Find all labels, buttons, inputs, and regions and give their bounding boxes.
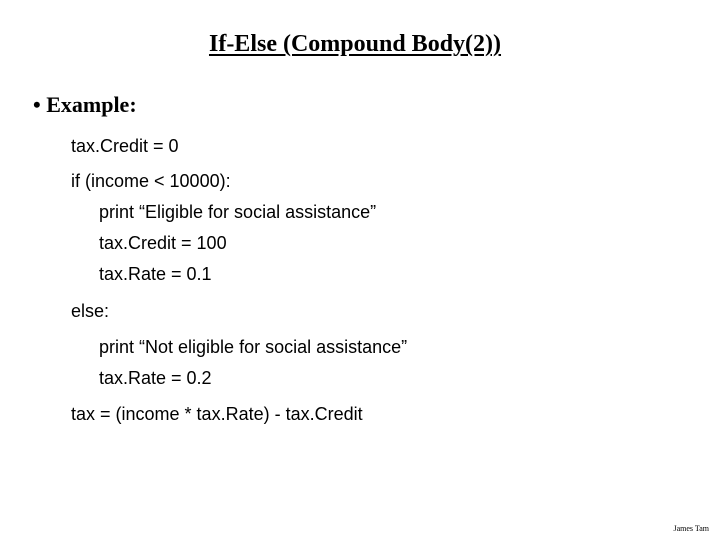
code-line: tax.Rate = 0.2 xyxy=(99,368,212,388)
code-line: tax.Credit = 100 xyxy=(99,233,227,253)
code-line: tax.Credit = 0 xyxy=(71,136,179,156)
slide-title: If-Else (Compound Body(2)) xyxy=(208,31,502,57)
code-line: print “Eligible for social assistance” xyxy=(99,202,377,222)
code-line: if (income < 10000): xyxy=(71,171,231,191)
code-line: tax.Rate = 0.1 xyxy=(99,264,212,284)
bullet-heading: • Example: xyxy=(33,92,137,117)
code-line: print “Not eligible for social assistance” xyxy=(99,337,408,357)
footer-author: James Tam xyxy=(673,524,709,533)
code-line: tax = (income * tax.Rate) - tax.Credit xyxy=(71,404,363,424)
code-line: else: xyxy=(71,301,110,321)
